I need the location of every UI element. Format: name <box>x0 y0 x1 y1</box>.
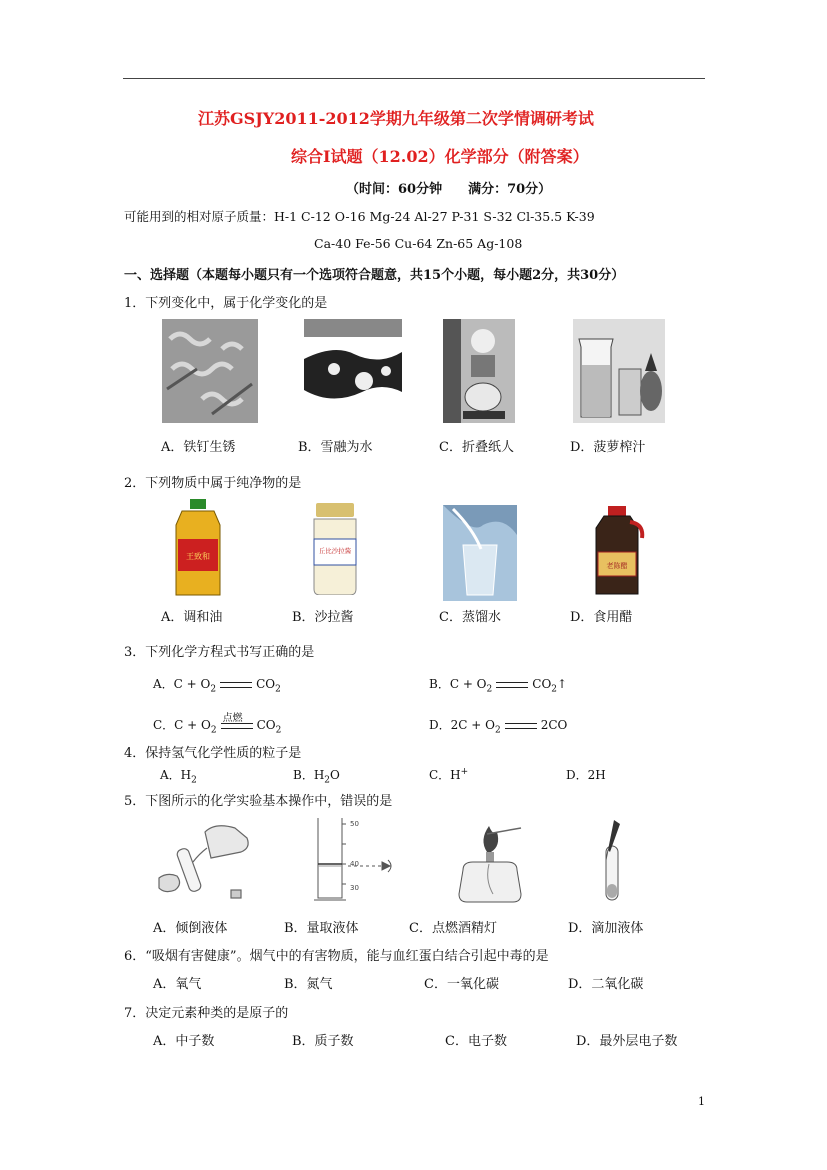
vinegar-label: 老陈醋 <box>606 562 628 570</box>
oil-label: 王致和 <box>186 552 210 561</box>
rusty-nails-image <box>162 319 258 423</box>
q6-option-d: D．二氧化碳 <box>568 977 644 992</box>
q4-stem: 4．保持氢气化学性质的粒子是 <box>124 746 302 761</box>
q4-option-b: B．$H_2O$ <box>293 768 340 786</box>
q3-condition: 点燃 <box>222 712 243 724</box>
q1-option-b: B．雪融为水 <box>298 440 373 455</box>
paper-figure-image <box>443 319 515 423</box>
salad-dressing-image <box>308 503 362 595</box>
q7-option-a: A．中子数 <box>153 1034 215 1049</box>
q5-option-c: C．点燃酒精灯 <box>409 921 497 936</box>
graduated-cylinder-image <box>306 816 402 902</box>
q1-stem: 1．下列变化中，属于化学变化的是 <box>124 296 328 311</box>
q6-option-a: A．氧气 <box>153 977 202 992</box>
graduated-cylinder-icon <box>306 816 402 902</box>
q4-option-d: D．2H <box>566 768 606 782</box>
section1-title: 一、选择题（本题每小题只有一个选项符合题意，共15个小题，每小题2分，共30分） <box>124 268 625 283</box>
pineapple-juice-image <box>573 319 665 423</box>
q5-option-d: D．滴加液体 <box>568 921 644 936</box>
q4-option-a: A．$H_2$ <box>160 768 197 786</box>
q3-option-b: B．$C + O_2$ $CO_2↑$ <box>429 677 568 695</box>
q1-option-c: C．折叠纸人 <box>439 440 514 455</box>
q2-option-c: C．蒸馏水 <box>439 610 501 625</box>
rusty-nails-icon <box>162 319 258 423</box>
water-glass-icon <box>443 505 517 601</box>
dropper-icon <box>594 818 630 904</box>
q6-option-c: C．一氧化碳 <box>424 977 499 992</box>
q7-option-d: D．最外层电子数 <box>576 1034 678 1049</box>
q1-option-d: D．菠萝榨汁 <box>570 440 646 455</box>
q2-option-b: B．沙拉酱 <box>292 610 354 625</box>
cylinder-mark-40: 40 <box>350 860 359 868</box>
q5-stem: 5．下图所示的化学实验基本操作中，错误的是 <box>124 794 393 809</box>
title-line-2: 综合Ⅰ试题（12.02）化学部分（附答案） <box>291 147 589 166</box>
q6-stem: 6．“吸烟有害健康”。烟气中的有害物质，能与血红蛋白结合引起中毒的是 <box>124 949 549 964</box>
cylinder-mark-30: 30 <box>350 884 359 892</box>
page-number: 1 <box>698 1095 705 1108</box>
title-line-1: 江苏GSJY2011-2012学期九年级第二次学情调研考试 <box>198 109 594 128</box>
paper-figure-icon <box>443 319 515 423</box>
snow-icon <box>304 319 402 423</box>
q5-option-b: B．量取液体 <box>284 921 359 936</box>
atomic-mass-line-1: 可能用到的相对原子质量：H-1 C-12 O-16 Mg-24 Al-27 P-31 S-32 Cl-35.5 K-39 <box>124 209 595 224</box>
time-info: （时间：60分钟 满分：70分） <box>346 182 552 197</box>
q3-stem: 3．下列化学方程式书写正确的是 <box>124 645 315 660</box>
jar-label: 丘比沙拉酱 <box>318 547 352 555</box>
q4-option-c: C．H+ <box>429 767 469 782</box>
cooking-oil-image <box>172 499 224 599</box>
atomic-mass-line-2: Ca-40 Fe-56 Cu-64 Zn-65 Ag-108 <box>314 236 523 251</box>
q7-option-c: C．电子数 <box>445 1034 507 1049</box>
q6-option-b: B．氮气 <box>284 977 333 992</box>
q2-stem: 2．下列物质中属于纯净物的是 <box>124 476 302 491</box>
dropper-image <box>594 818 630 904</box>
q2-option-d: D．食用醋 <box>570 610 633 625</box>
cylinder-mark-50: 50 <box>350 820 359 828</box>
distilled-water-image <box>443 505 517 601</box>
q7-stem: 7．决定元素种类的是原子的 <box>124 1006 289 1021</box>
vinegar-image <box>588 506 646 598</box>
q2-option-a: A．调和油 <box>161 610 223 625</box>
alcohol-lamp-image <box>453 822 529 904</box>
q5-option-a: A．倾倒液体 <box>153 921 228 936</box>
pour-liquid-image <box>155 818 255 902</box>
alcohol-lamp-icon <box>453 822 529 904</box>
vinegar-jug-icon <box>588 506 646 598</box>
juice-pitcher-icon <box>573 319 665 423</box>
header-rule <box>123 78 705 79</box>
q7-option-b: B．质子数 <box>292 1034 354 1049</box>
snow-melting-image <box>304 319 402 423</box>
oil-bottle-icon <box>172 499 224 599</box>
q3-option-d: D．$2C + O_2$ 2CO <box>429 718 568 736</box>
q3-option-c: C．$C + O_2$ 点燃 $CO_2$ <box>153 716 281 735</box>
salad-jar-icon <box>308 503 362 595</box>
pouring-bottle-icon <box>155 818 255 902</box>
q3-option-a: A．$C + O_2$ $CO_2$ <box>153 677 281 695</box>
q1-option-a: A．铁钉生锈 <box>161 440 236 455</box>
